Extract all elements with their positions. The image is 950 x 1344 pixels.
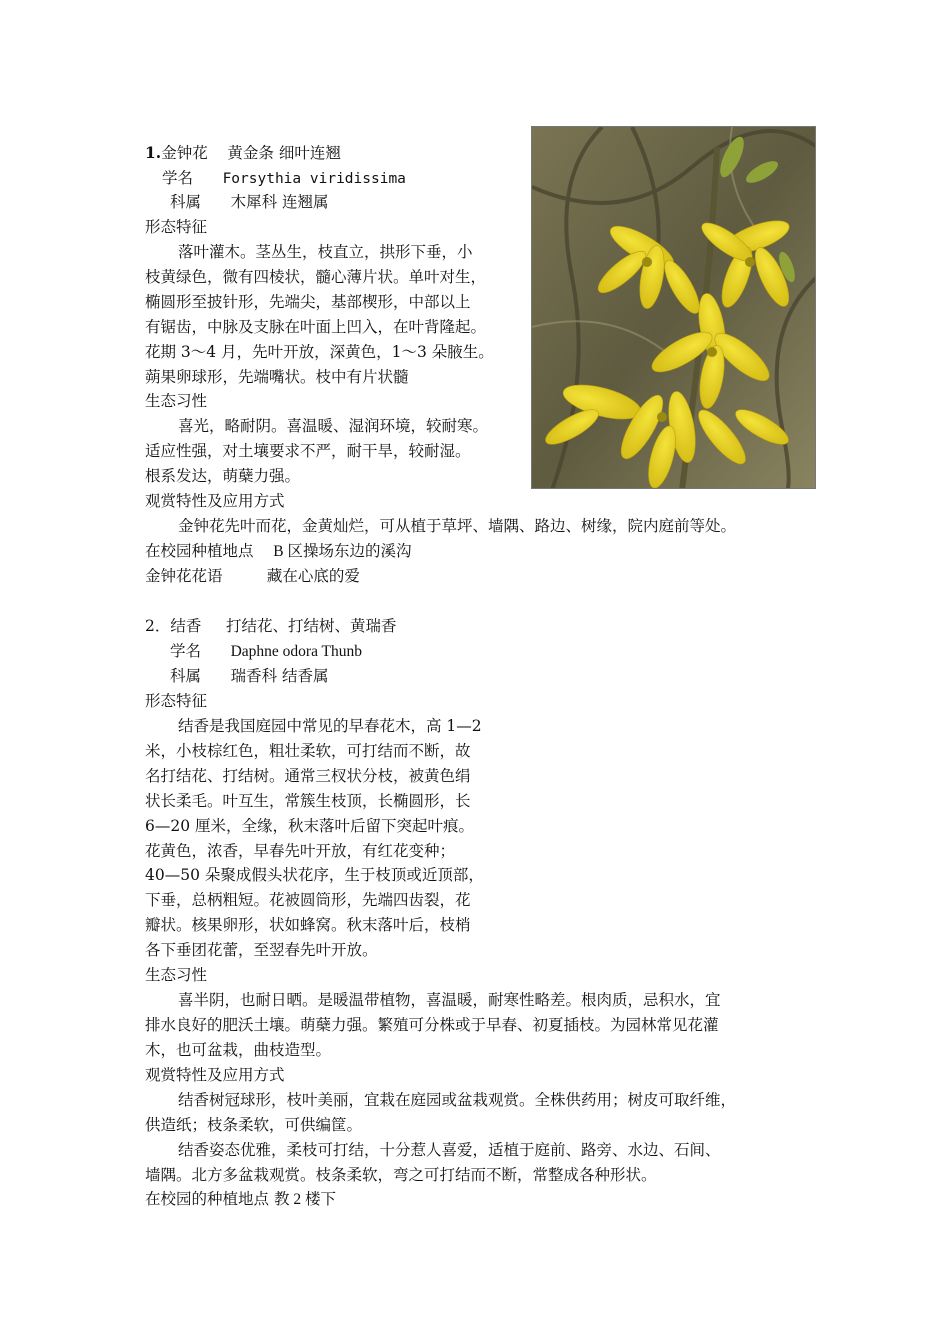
entry1-name: 金钟花 — [161, 144, 208, 162]
entry2-morph-line: 各下垂团花蕾，至翌春先叶开放。 — [145, 941, 378, 959]
entry1-sci-row — [162, 166, 406, 192]
entry2-eco-line: 排水良好的肥沃土壤。萌蘖力强。繁殖可分株或于早春、初夏插枝。为园林常见花灌 — [145, 1016, 719, 1034]
entry1-site-row — [145, 539, 411, 565]
entry1-aliases: 黄金条 细叶连翘 — [227, 144, 341, 162]
entry1-site-label: 在校园种植地点 — [145, 542, 254, 560]
entry1-sci-label: 学名 — [162, 169, 194, 187]
entry1-morph-line: 椭圆形至披针形，先端尖，基部楔形，中部以上 — [145, 293, 471, 311]
entry1-morph-line: 落叶灌木。茎丛生，枝直立，拱形下垂，小 — [178, 243, 473, 261]
entry2-number: 2． — [145, 617, 171, 635]
entry2-morph-line: 米，小枝棕红色，粗壮柔软，可打结而不断，故 — [145, 742, 471, 760]
entry2-aliases: 打结花、打结树、黄瑞香 — [226, 617, 397, 635]
entry2-sci-name: Daphne odora Thunb — [230, 643, 363, 660]
entry2-orn-line: 墙隅。北方多盆栽观赏。枝条柔软，弯之可打结而不断，常整成各种形状。 — [145, 1166, 657, 1184]
entry2-morph-line: 40—50 朵聚成假头状花序，生于枝顶或近顶部， — [145, 866, 484, 884]
entry2-site-row — [145, 1187, 336, 1213]
entry1-family-row — [170, 190, 329, 215]
entry2-morph-line: 状长柔毛。叶互生，常簇生枝顶，长椭圆形，长 — [145, 792, 471, 810]
entry2-morph-line: 花黄色，浓香，早春先叶开放，有红花变种； — [145, 842, 456, 860]
entry2-morph-line: 结香是我国庭园中常见的早春花木，高 1—2 — [178, 717, 482, 735]
entry1-orn-title: 观赏特性及应用方式 — [145, 492, 285, 510]
entry1-sci-name: Forsythia viridissima — [222, 171, 406, 187]
entry2-morph-line: 下垂，总柄粗短。花被圆筒形，先端四齿裂，花 — [145, 891, 471, 909]
entry1-morph-title: 形态特征 — [145, 218, 208, 236]
entry1-family-label: 科属 — [170, 193, 202, 211]
entry1-eco-line: 根系发达，萌蘖力强。 — [145, 467, 301, 485]
entry2-orn-line: 供造纸；枝条柔软，可供编筐。 — [145, 1116, 363, 1134]
entry1-morph-line: 有锯齿，中脉及支脉在叶面上凹入，在叶背隆起。 — [145, 318, 487, 336]
entry1-morph-line: 枝黄绿色，微有四棱状，髓心薄片状。单叶对生， — [145, 268, 487, 286]
entry1-lang: 藏在心底的爱 — [266, 567, 360, 585]
entry2-sci-row — [170, 639, 362, 665]
entry1-title — [145, 141, 341, 166]
entry1-eco-line: 适应性强，对土壤要求不严，耐干旱，较耐湿。 — [145, 442, 471, 460]
entry1-eco-title: 生态习性 — [145, 392, 208, 410]
entry2-morph-line: 6—20 厘米，全缘，秋末落叶后留下突起叶痕。 — [145, 817, 475, 835]
entry1-eco-line: 喜光，略耐阴。喜温暖、湿润环境，较耐寒。 — [178, 417, 489, 435]
entry1-site: B 区操场东边的溪沟 — [273, 543, 412, 560]
entry2-family: 瑞香科 结香属 — [230, 667, 329, 685]
entry1-lang-label: 金钟花花语 — [145, 567, 223, 585]
entry2-name: 结香 — [170, 617, 202, 635]
entry1-family: 木犀科 连翘属 — [230, 193, 329, 211]
entry2-orn-title: 观赏特性及应用方式 — [145, 1066, 285, 1084]
entry2-family-row — [170, 664, 329, 689]
forsythia-flower-photo — [531, 126, 816, 489]
entry2-morph-line: 瓣状。核果卵形，状如蜂窝。秋末落叶后，枝梢 — [145, 916, 471, 934]
entry2-site: 教 2 楼下 — [273, 1191, 336, 1208]
entry1-orn-line: 金钟花先叶而花，金黄灿烂，可从植于草坪、墙隅、路边、树缘，院内庭前等处。 — [178, 517, 737, 535]
entry1-number: 1. — [145, 143, 162, 162]
entry2-orn-line: 结香树冠球形，枝叶美丽，宜栽在庭园或盆栽观赏。全株供药用；树皮可取纤维， — [178, 1091, 737, 1109]
entry1-lang-row — [145, 564, 360, 589]
entry1-morph-line: 蒴果卵球形，先端嘴状。枝中有片状髓 — [145, 368, 409, 386]
entry2-sci-label: 学名 — [170, 642, 202, 660]
entry2-title — [145, 614, 397, 639]
entry2-morph-line: 名打结花、打结树。通常三杈状分枝，被黄色绢 — [145, 767, 471, 785]
entry2-eco-title: 生态习性 — [145, 966, 208, 984]
entry2-eco-line: 喜半阴，也耐日晒。是暖温带植物，喜温暖，耐寒性略差。根肉质，忌积水，宜 — [178, 991, 721, 1009]
entry2-eco-line: 木，也可盆栽，曲枝造型。 — [145, 1041, 332, 1059]
entry2-morph-title: 形态特征 — [145, 692, 208, 710]
entry2-family-label: 科属 — [170, 667, 202, 685]
forsythia-flower-icon — [532, 127, 816, 489]
entry2-orn-line: 结香姿态优雅，柔枝可打结，十分惹人喜爱，适植于庭前、路旁、水边、石间、 — [178, 1141, 721, 1159]
entry2-site-label: 在校园的种植地点 — [145, 1190, 270, 1208]
entry1-morph-line: 花期 3～4 月，先叶开放，深黄色，1～3 朵腋生。 — [145, 343, 494, 361]
